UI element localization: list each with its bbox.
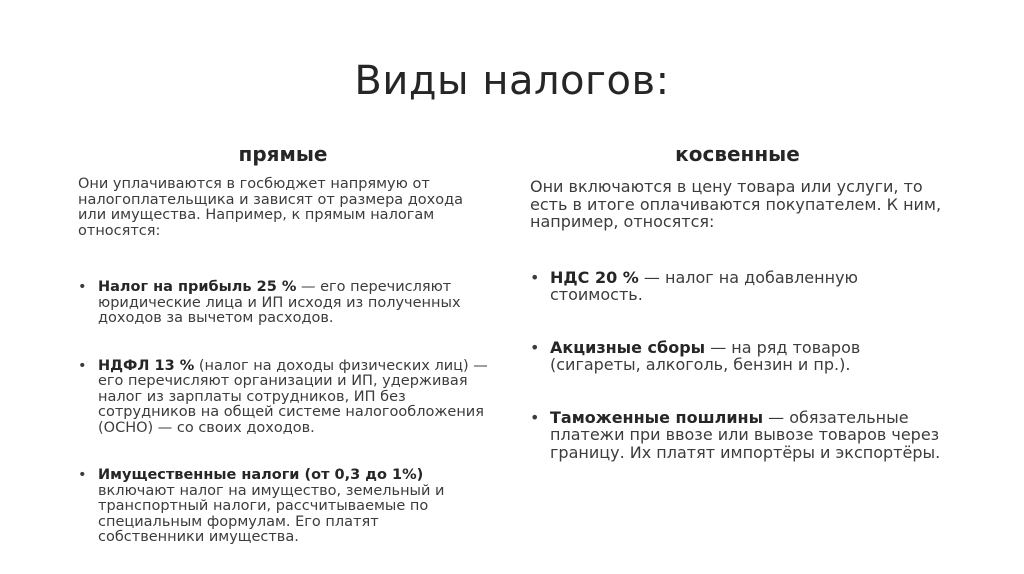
tax-name: Таможенные пошлины xyxy=(550,407,764,427)
list-item xyxy=(78,468,488,546)
indirect-taxes-list xyxy=(530,269,950,462)
direct-taxes-intro: Они уплачиваются в госбюджет напрямую от налогоплательщика и зависят от размера дохода или имущества. Например, к прямым налогам относятся: xyxy=(78,176,464,239)
list-item xyxy=(530,269,950,304)
indirect-taxes-heading: косвенные xyxy=(675,142,800,166)
tax-description: — его перечисляют юридические лица и ИП исходя из полученных доходов за вычетом расходов. xyxy=(98,279,461,326)
bullet-icon: • xyxy=(78,467,87,483)
tax-description: — обязательные платежи при ввозе или вывозе товаров через границу. Их платят импортёры и экспортёры. xyxy=(550,407,941,462)
direct-taxes-heading: прямые xyxy=(238,142,328,166)
list-item xyxy=(530,409,950,462)
tax-description: — налог на добавленную стоимость. xyxy=(550,267,859,304)
direct-taxes-list xyxy=(78,280,488,546)
tax-description: включают налог на имущество, земельный и транспортный налоги, рассчитываемые по специальным формулам. Его платят собственники имущества. xyxy=(98,482,445,545)
bullet-icon: • xyxy=(78,279,87,295)
bullet-icon: • xyxy=(78,357,87,374)
slide-title: Виды налогов: xyxy=(354,58,670,104)
tax-name: Налог на прибыль 25 % xyxy=(98,279,297,295)
tax-name: Акцизные сборы xyxy=(550,337,706,357)
tax-name: НДС 20 % xyxy=(550,267,639,287)
tax-name: НДФЛ 13 % xyxy=(98,357,195,374)
indirect-taxes-column xyxy=(530,178,950,461)
bullet-icon: • xyxy=(530,407,540,427)
bullet-icon: • xyxy=(530,267,540,287)
direct-taxes-column xyxy=(78,177,488,546)
bullet-icon: • xyxy=(530,337,540,357)
tax-description: (налог на доходы физических лиц) — его перечисляют организации и ИП, удерживая налог из зарплаты сотрудников, ИП без сотрудников на общей системе налогообложения (ОСНО) — со своих доходов. xyxy=(98,357,488,436)
list-item xyxy=(530,339,950,374)
tax-description: — на ряд товаров (сигареты, алкоголь, бензин и пр.). xyxy=(550,337,861,374)
list-item xyxy=(78,280,488,327)
list-item xyxy=(78,359,488,437)
indirect-taxes-intro: Они включаются в цену товара или услуги, то есть в итоге оплачиваются покупателем. К ним, например, относятся: xyxy=(530,177,942,231)
tax-name: Имущественные налоги (от 0,3 до 1%) xyxy=(98,467,424,483)
